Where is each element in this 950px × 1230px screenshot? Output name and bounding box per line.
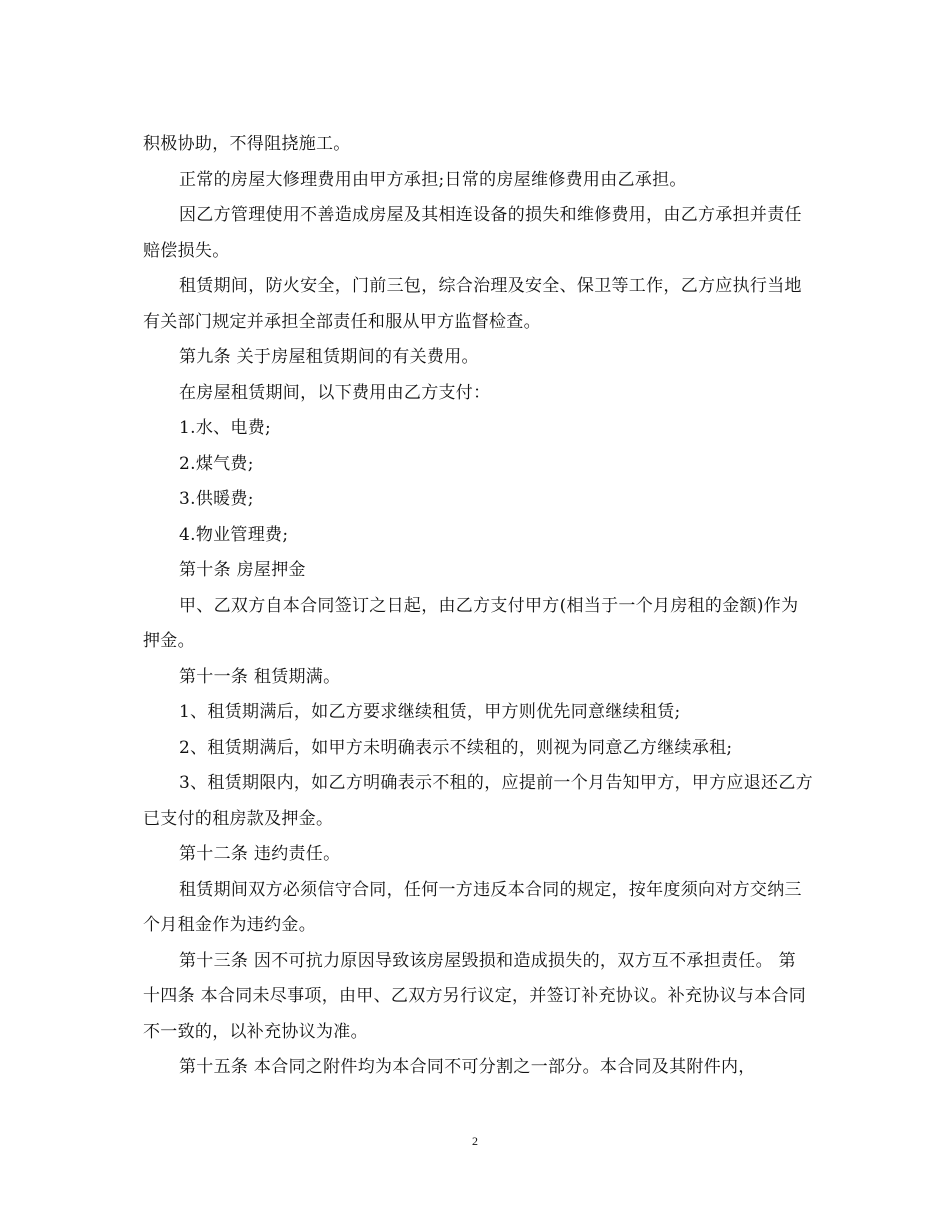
paragraph: 第十三条 因不可抗力原因导致该房屋毁损和造成损失的，双方互不承担责任。 第十四条 本合同未尽事项，由甲、乙双方另行议定，并签订补充协议。补充协议与本合同不一致的，以补充协议为准。: [143, 950, 807, 1042]
paragraph: 1、租赁期满后，如乙方要求继续租赁，甲方则优先同意继续租赁;: [179, 702, 681, 722]
paragraph: 正常的房屋大修理费用由甲方承担;日常的房屋维修费用由乙承担。: [179, 169, 687, 190]
paragraph: 2.煤气费;: [179, 453, 254, 474]
page-number: 2: [472, 1134, 478, 1148]
paragraph: 租赁期间，防火安全，门前三包，综合治理及安全、保卫等工作，乙方应执行当地有关部门规定并承担全部责任和服从甲方监督检查。: [143, 276, 802, 332]
paragraph: 因乙方管理使用不善造成房屋及其相连设备的损失和维修费用，由乙方承担并责任赔偿损失。: [143, 205, 802, 261]
paragraph: 在房屋租赁期间，以下费用由乙方支付：: [179, 382, 491, 403]
document-body: [143, 127, 813, 1086]
paragraph: 3.供暖费;: [179, 489, 254, 509]
paragraph: 2、租赁期满后，如甲方未明确表示不续租的，则视为同意乙方继续承租;: [179, 737, 733, 758]
paragraph: 第十条 房屋押金: [179, 560, 306, 580]
paragraph: 第十一条 租赁期满。: [179, 666, 341, 687]
paragraph: 甲、乙双方自本合同签订之日起，由乙方支付甲方(相当于一个月房租的金额)作为押金。: [143, 595, 799, 651]
paragraph: 第十二条 违约责任。: [179, 844, 341, 864]
paragraph: 3、租赁期限内，如乙方明确表示不租的，应提前一个月告知甲方，甲方应退还乙方已支付的租房款及押金。: [143, 773, 813, 829]
paragraph: 4.物业管理费;: [179, 524, 289, 545]
paragraph: 积极协助，不得阻挠施工。: [143, 134, 351, 154]
paragraph: 第十五条 本合同之附件均为本合同不可分割之一部分。本合同及其附件内，: [179, 1057, 756, 1077]
paragraph: 租赁期间双方必须信守合同，任何一方违反本合同的规定，按年度须向对方交纳三个月租金作为违约金。: [143, 879, 802, 935]
paragraph: 第九条 关于房屋租赁期间的有关费用。: [179, 347, 479, 367]
paragraph: 1.水、电费;: [179, 418, 272, 438]
